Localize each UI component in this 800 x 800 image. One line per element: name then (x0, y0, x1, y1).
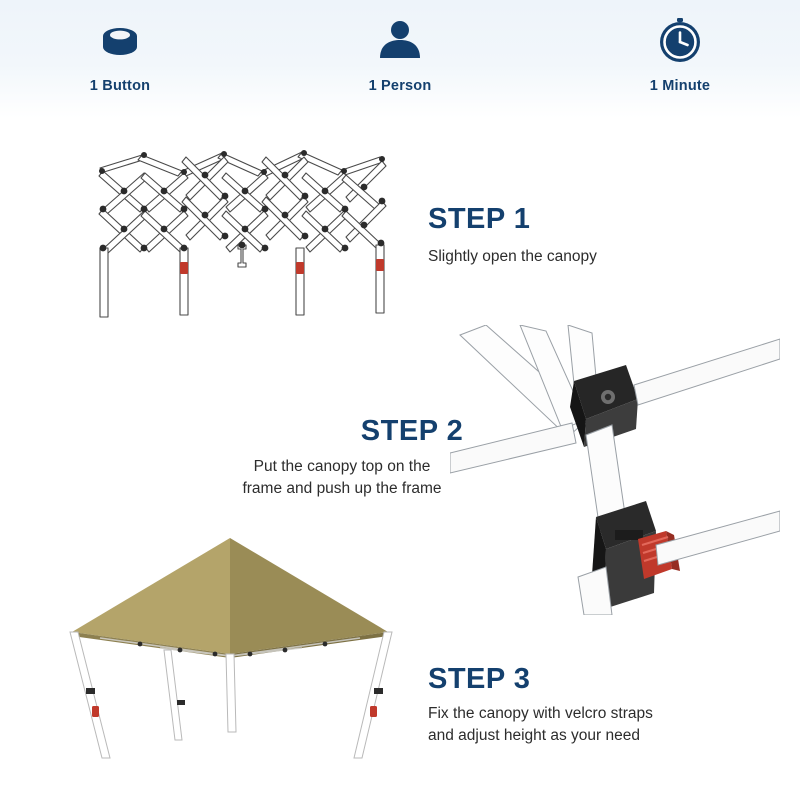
feature-3-label: 1 Minute (649, 78, 711, 94)
step-3-description-line-1: Fix the canopy with velcro straps (428, 705, 653, 722)
illustration-folded-frame (70, 135, 410, 325)
feature-2-label: 1 Person (368, 78, 432, 94)
illustration-assembled-canopy (40, 520, 420, 770)
step-2-description (172, 456, 512, 500)
feature-1-person (320, 14, 480, 94)
step-2-description-line-2: frame and push up the frame (242, 480, 442, 497)
step-2-title: STEP 2 (360, 415, 464, 447)
feature-banner (0, 0, 800, 118)
button-icon (92, 14, 148, 70)
step-3-title: STEP 3 (428, 663, 531, 695)
step-2-description-line-1: Put the canopy top on the (253, 458, 431, 475)
feature-1-label: 1 Button (89, 78, 151, 94)
feature-1-button (40, 14, 200, 94)
clock-icon (652, 14, 708, 70)
step-1-description: Slightly open the canopy (428, 248, 597, 265)
step-3-description-line-2: and adjust height as your need (428, 727, 640, 744)
person-icon (372, 14, 428, 70)
step-1-title: STEP 1 (428, 203, 531, 235)
feature-1-minute (600, 14, 760, 94)
step-3-description (428, 703, 758, 747)
